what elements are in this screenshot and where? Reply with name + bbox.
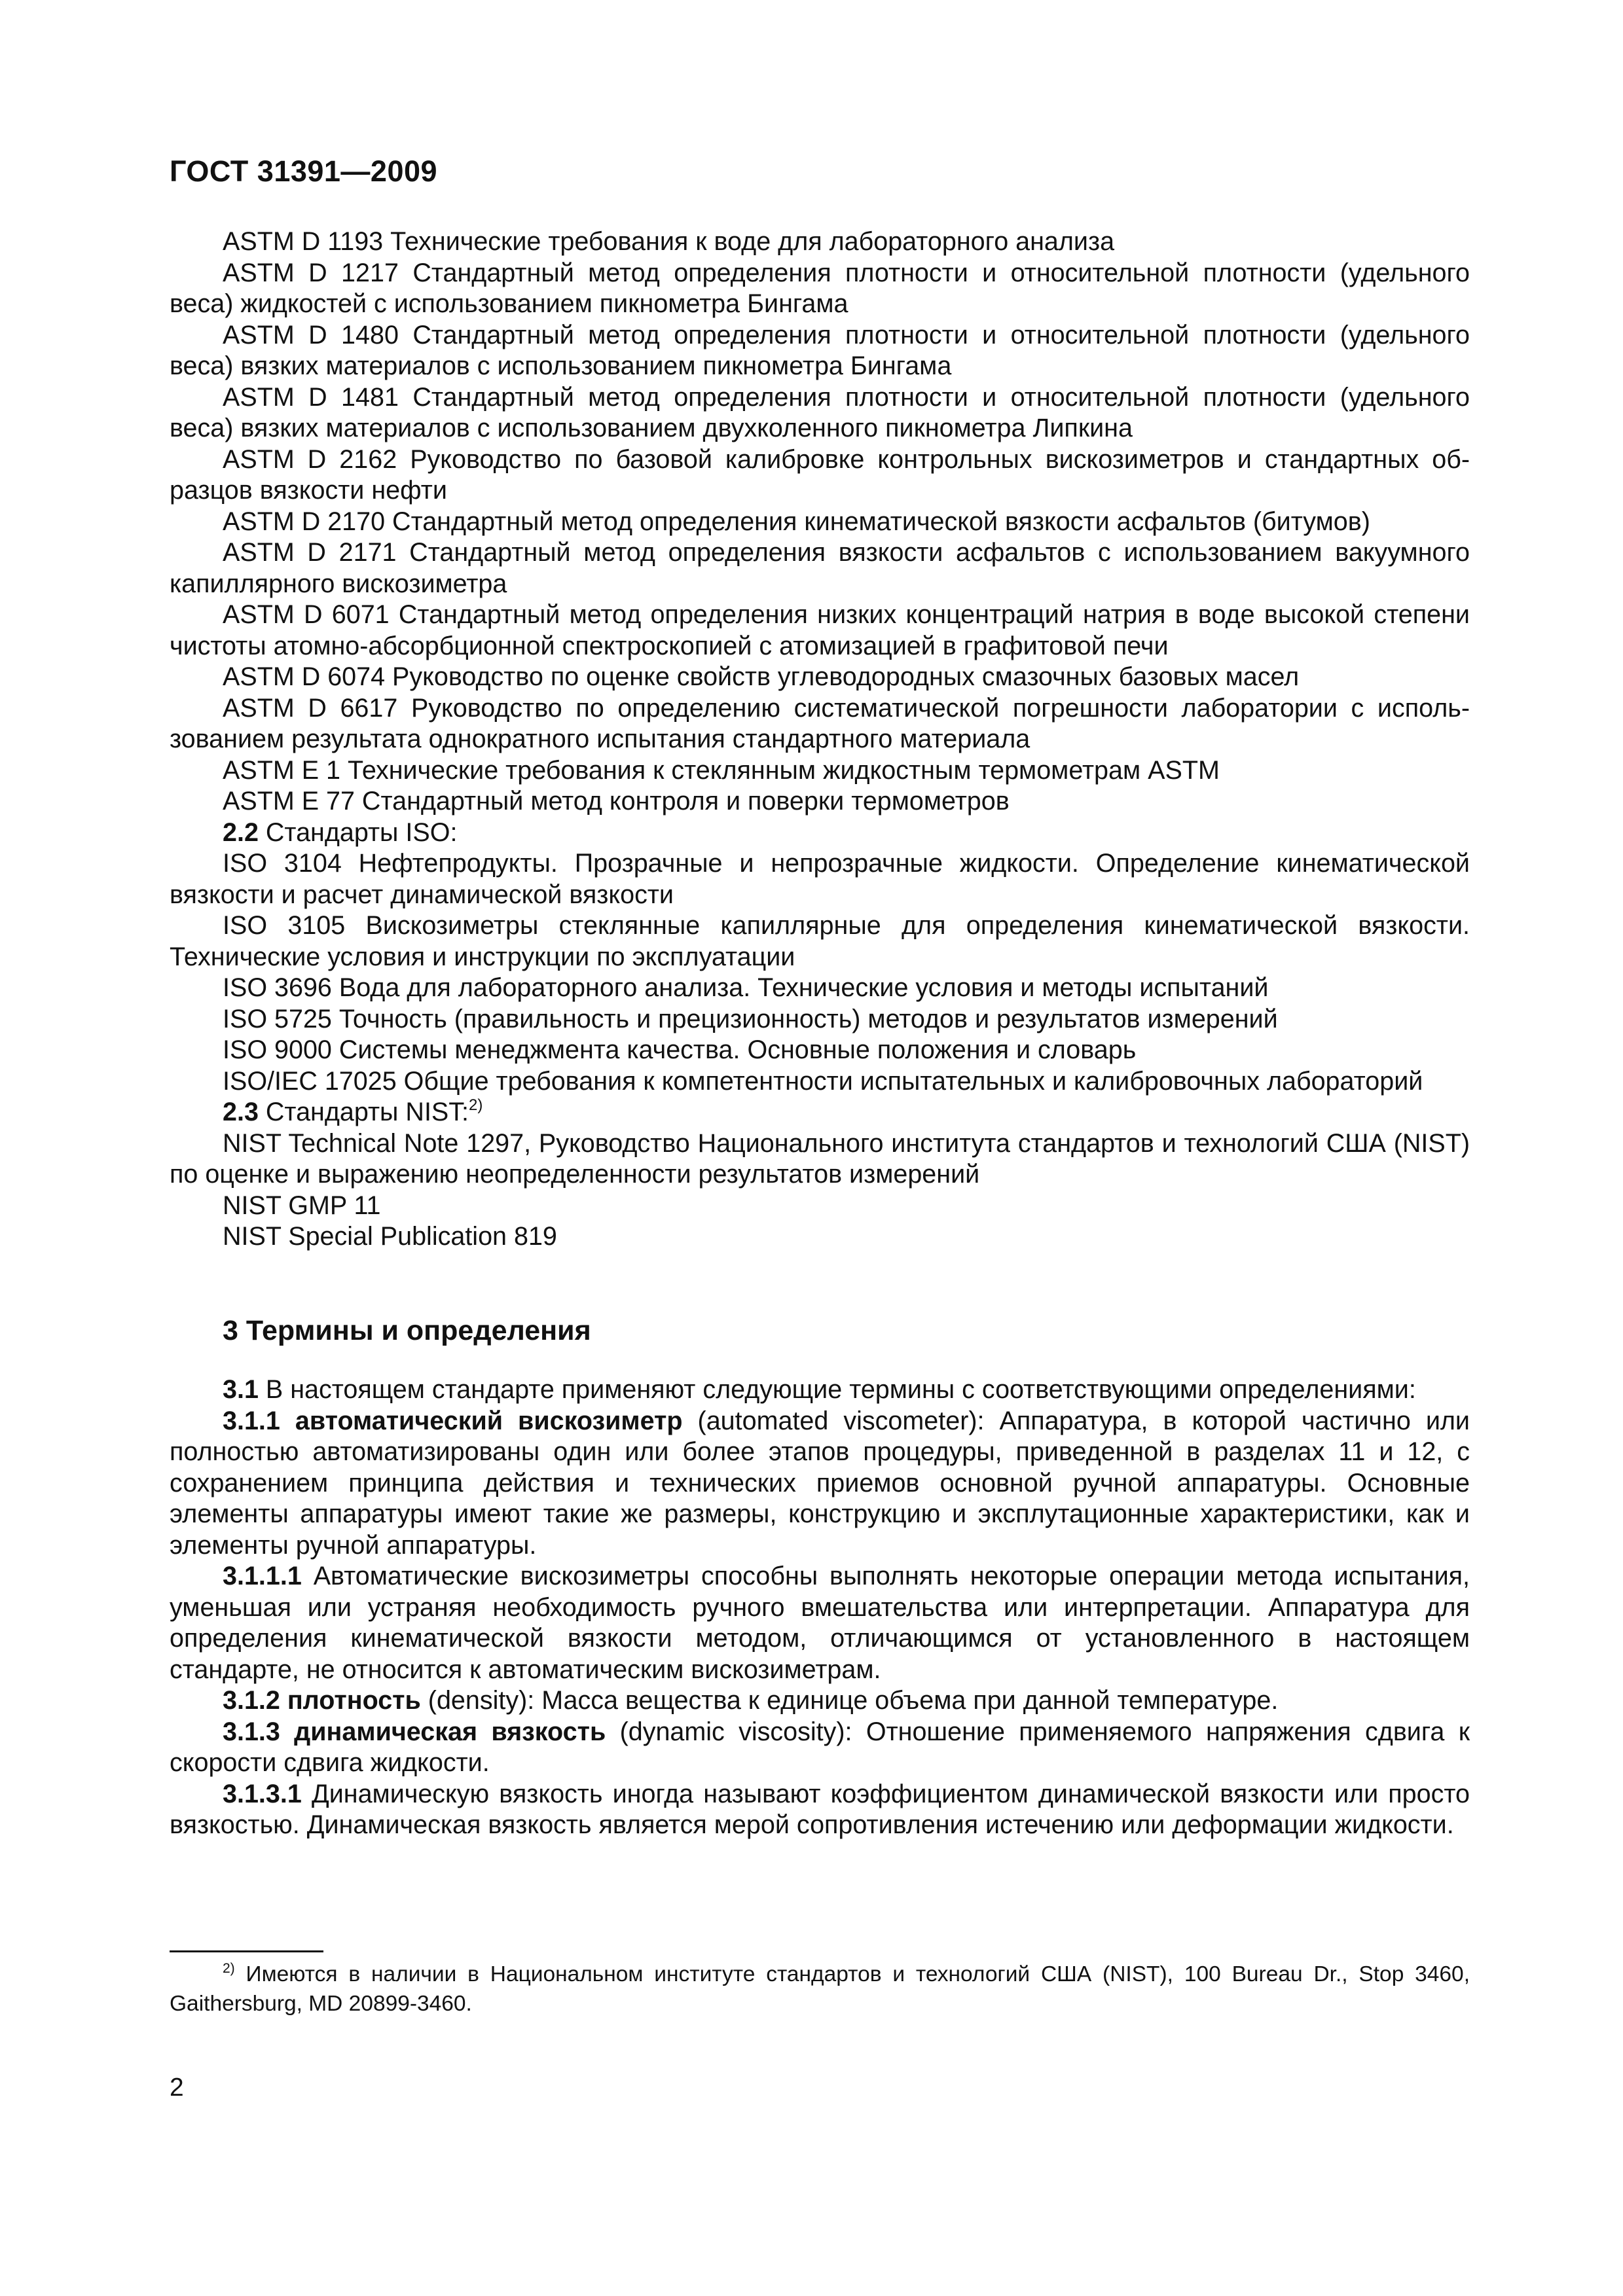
iso-subheading-number: 2.2 <box>223 817 259 847</box>
reference-item: ASTM D 1193 Технические требования к воде для лабораторного анализа <box>223 227 1115 256</box>
reference-item: NIST Special Publication 819 <box>223 1222 557 1251</box>
clause-term: 3.1.3 динамическая вязкость <box>223 1717 606 1746</box>
reference-item: ISO 3104 Нефтепродукты. Прозрачные и непрозрачные жидкости. Определение кинематической вязкости и расчет динамической вязкости <box>170 849 1470 909</box>
reference-item: ISO 3105 Вискозиметры стеклянные капиллярные для определения кинематической вязкости. Технические условия и инструкции по эксплуатации <box>170 911 1470 971</box>
clause-term: 3.1.1 автоматический вискозиметр <box>223 1406 683 1435</box>
reference-item: ASTM D 6074 Руководство по оценке свойств углеводородных смазочных базовых масел <box>223 662 1300 691</box>
nist-subheading-text: Стандарты NIST: <box>258 1098 469 1126</box>
definition-paragraph <box>170 1717 1470 1779</box>
footnote <box>170 1960 1470 2018</box>
reference-item: ASTM D 2171 Стандартный метод определения вязкости асфальтов с использованием вакуумного капиллярного вискозиметра <box>170 538 1470 598</box>
clause-text: (density): Масса вещества к единице объема при данной температуре. <box>420 1686 1279 1715</box>
footnote-text: Имеются в наличии в Национальном институте стандартов и технологий США (NIST), 100 Bureau Dr., Stop 3460, Gaithersburg, MD 20899-3460. <box>170 1962 1470 2016</box>
clause-number: 3.1 <box>223 1375 259 1404</box>
reference-item: ISO 3696 Вода для лабораторного анализа. Технические условия и методы испытаний <box>223 973 1269 1002</box>
clause-number: 3.1.1.1 <box>223 1562 302 1590</box>
reference-item: ISO/IEC 17025 Общие требования к компетентности испытательных и калибровочных лабораторий <box>223 1066 1423 1096</box>
clause-text: В настоящем стандарте применяют следующие термины с соответствующими определениями: <box>258 1375 1416 1404</box>
reference-item: ASTM D 2170 Стандартный метод определения кинематической вязкости асфальтов (битумов) <box>223 507 1370 536</box>
definition-paragraph <box>170 1561 1470 1685</box>
page-header-doc-id: ГОСТ 31391—2009 <box>170 154 438 188</box>
reference-item: ASTM E 1 Технические требования к стеклянным жидкостным термометрам ASTM <box>223 755 1220 785</box>
reference-item: NIST Technical Note 1297, Руководство Национального института стандартов и технологий США (NIST) по оценке и выражению неопределенности результатов измерений <box>170 1128 1470 1189</box>
definition-paragraph <box>170 1779 1470 1841</box>
reference-item: ISO 9000 Системы менеджмента качества. Основные положения и словарь <box>223 1035 1137 1064</box>
clause-text: (dynamic viscosity): Отношение применяемого напряжения сдвига к скорости сдвига жидкости. <box>170 1717 1470 1777</box>
nist-subheading <box>170 1097 1470 1128</box>
clause-text: (automated viscometer): Аппаратура, в которой частично или полностью автоматизированы один или более этапов процедуры, приведенной в разделах 11 и 12, с сохранением принципа действия и технических приемов основной ручной аппаратуры. Основные элементы аппаратуры имеют такие же размеры, конструкцию и эксплутационные характеристики, как и элементы ручной аппаратуры. <box>170 1406 1470 1560</box>
reference-item: ISO 5725 Точность (правильность и прецизионность) методов и результатов измерений <box>223 1004 1278 1033</box>
normative-references <box>170 226 1470 1253</box>
clause-term: 3.1.2 плотность <box>223 1686 421 1715</box>
clause-text: Динамическую вязкость иногда называют коэффициентом динамической вязкости или просто вязкостью. Динамическая вязкость является мерой сопротивления истечению или деформации жидкости. <box>170 1779 1470 1839</box>
reference-item: NIST GMP 11 <box>223 1191 381 1220</box>
clause-text: Автоматические вискозиметры способны выполнять некоторые операции метода испытания, уменьшая или устраняя необходимость ручного вмешательства или интерпретации. Аппаратура для определения кинематической вязкости методом, отличающимся от установленного в настоящем стандарте, не относится к автоматическим вискозиметрам. <box>170 1562 1470 1684</box>
reference-item: ASTM D 1480 Стандартный метод определения плотности и относительной плотности (удельного веса) вязких материалов с использованием пикнометра Бингама <box>170 320 1470 380</box>
definition-paragraph <box>170 1685 1470 1717</box>
terms-and-definitions <box>170 1374 1470 1841</box>
reference-item: ASTM D 1217 Стандартный метод определения плотности и относительной плотности (удельного веса) жидкостей с использованием пикнометра Бингама <box>170 258 1470 318</box>
reference-item: ASTM D 6071 Стандартный метод определения низких концентраций натрия в воде высокой степени чистоты атомно-абсорбционной спектроскопией с атомизацией в графитовой печи <box>170 600 1470 660</box>
iso-subheading-text: Стандарты ISO: <box>258 817 458 847</box>
definition-paragraph <box>170 1406 1470 1562</box>
reference-item: ASTM D 6617 Руководство по определению систематической погрешности лаборатории с использованием результата однократного испытания стандартного материала <box>170 693 1470 753</box>
nist-subheading-number: 2.3 <box>223 1098 259 1126</box>
section-title: 3 Термины и определения <box>223 1315 591 1346</box>
footnote-divider <box>170 1950 323 1952</box>
page-number: 2 <box>170 2073 184 2102</box>
iso-subheading <box>170 817 1470 849</box>
footnote-reference-mark[interactable]: 2) <box>469 1096 483 1114</box>
definition-paragraph <box>170 1374 1470 1406</box>
reference-item: ASTM E 77 Стандартный метод контроля и поверки термометров <box>223 787 1010 816</box>
clause-number: 3.1.3.1 <box>223 1779 302 1808</box>
reference-item: ASTM D 1481 Стандартный метод определения плотности и относительной плотности (удельного веса) вязких материалов с использованием двухколенного пикнометра Липкина <box>170 382 1470 442</box>
reference-item: ASTM D 2162 Руководство по базовой калибровке контрольных вискозиметров и стандартных образцов вязкости нефти <box>170 444 1470 505</box>
footnote-mark: 2) <box>223 1961 235 1976</box>
